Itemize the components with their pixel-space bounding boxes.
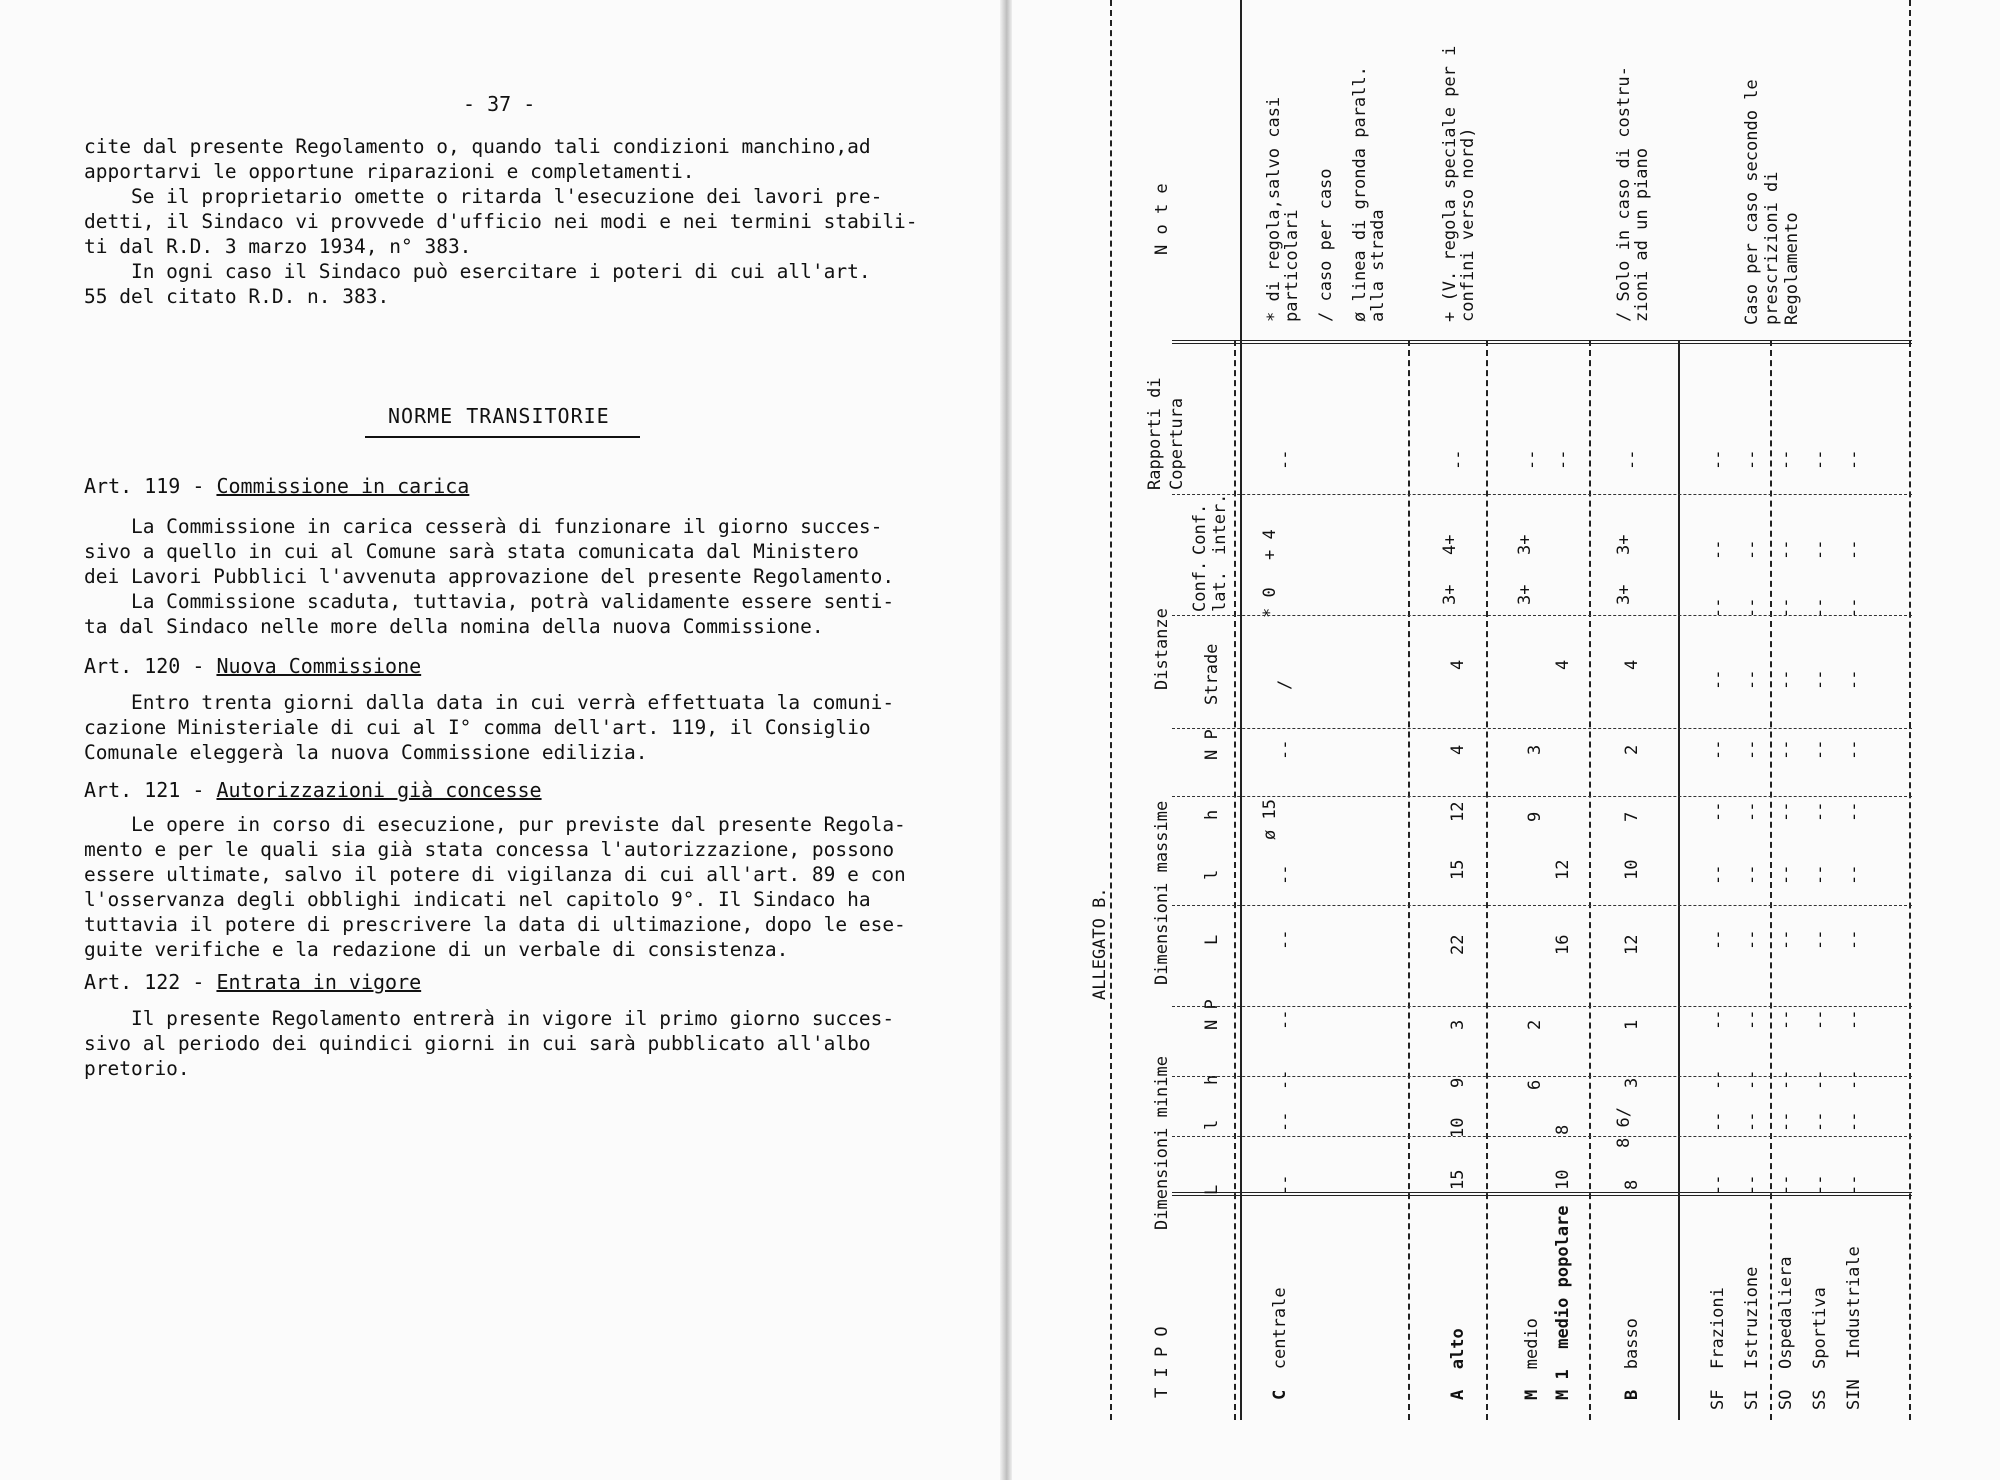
- row-tipo: SIN Industriale: [1844, 1246, 1864, 1410]
- cell: --: [1708, 669, 1728, 690]
- subheader-NP: N P: [1202, 999, 1222, 1030]
- article-body: La Commissione in carica cesserà di funzionare il giorno succes- sivo a quello in cui al Comune sarà stata comunicata dal Ministero dei Lavori Pubblici l'avvenuta approvazione del presente Regolamento. La Commissione scaduta, tuttavia, potrà validamente essere senti- ta dal Sindaco nelle more della nomina della nuova Commissione.: [84, 515, 895, 638]
- cell: --: [1810, 1111, 1830, 1132]
- cell: 3+: [1614, 534, 1634, 555]
- article-body: Il presente Regolamento entrerà in vigore il primo giorno succes- sivo al periodo dei quindici giorni in cui sarà pubblicato all'albo pretorio.: [84, 1007, 895, 1080]
- cell: --: [1810, 739, 1830, 760]
- article-body: Entro trenta giorni dalla data in cui verrà effettuata la comuni- cazione Ministeriale di cui al I° comma dell'art. 119, il Consiglio Comunale eleggerà la nuova Commissione edilizia.: [84, 691, 895, 764]
- cell: 3+: [1440, 584, 1460, 605]
- cell: --: [1742, 739, 1762, 760]
- article-heading: Art. 122 - Entrata in vigore: [84, 970, 422, 994]
- cell: --: [1844, 929, 1864, 950]
- cell: + 4: [1260, 529, 1280, 560]
- cell: 3+: [1515, 534, 1535, 555]
- cell: --: [1275, 864, 1295, 885]
- row-tipo: B basso: [1622, 1318, 1642, 1400]
- cell: --: [1844, 1069, 1864, 1090]
- cell: --: [1810, 1069, 1830, 1090]
- header-rapporti: Rapporti di: [1145, 377, 1165, 490]
- column-separator: [1408, 340, 1410, 1420]
- cell: 3: [1525, 744, 1545, 755]
- cell: 3: [1448, 1019, 1468, 1030]
- row-separator: [1172, 1006, 1912, 1007]
- cell: --: [1553, 449, 1573, 470]
- header-dim-minime: Dimensioni minime: [1152, 1056, 1172, 1230]
- cell: --: [1810, 669, 1830, 690]
- note-line: Caso per caso secondo le: [1742, 79, 1762, 325]
- header-dim-massime: Dimensioni massime: [1152, 800, 1172, 985]
- cell: --: [1810, 929, 1830, 950]
- cell: --: [1810, 801, 1830, 822]
- cell: --: [1742, 1069, 1762, 1090]
- note-line: alla strada: [1368, 209, 1388, 322]
- cell: --: [1708, 1009, 1728, 1030]
- note-line: prescrizioni di: [1762, 171, 1782, 325]
- subheader-conf-int: Conf.: [1190, 503, 1210, 555]
- cell: --: [1776, 597, 1796, 618]
- cell: 10: [1622, 859, 1642, 880]
- cell: --: [1844, 597, 1864, 618]
- cell: --: [1742, 929, 1762, 950]
- cell: --: [1844, 801, 1864, 822]
- header-tipo: T I P O: [1152, 1326, 1172, 1398]
- header-copertura: Copertura: [1167, 397, 1187, 490]
- cell: --: [1708, 449, 1728, 470]
- subheader-conf-lat: lat.: [1210, 571, 1230, 612]
- note-line: * di regola,salvo casi: [1264, 96, 1284, 322]
- note-line: ø linea di gronda parall.: [1350, 66, 1370, 322]
- cell: 15: [1448, 859, 1468, 880]
- cell: 22: [1448, 934, 1468, 955]
- cell: --: [1448, 449, 1468, 470]
- row-separator: [1172, 796, 1912, 797]
- cell: --: [1708, 801, 1728, 822]
- table-border-left: [1110, 0, 1112, 1420]
- subheader-h: h: [1202, 1074, 1222, 1085]
- cell: 8 6/: [1614, 1107, 1634, 1148]
- column-separator: [1486, 340, 1488, 1420]
- cell: 4: [1448, 744, 1468, 755]
- cell: --: [1742, 1009, 1762, 1030]
- cell: --: [1742, 1111, 1762, 1132]
- column-separator: [1234, 340, 1236, 1420]
- cell: /: [1275, 679, 1295, 690]
- row-tipo: SO Ospedaliera: [1776, 1256, 1796, 1410]
- cell: --: [1810, 1174, 1830, 1195]
- cell: --: [1844, 1174, 1864, 1195]
- row-separator: [1172, 615, 1912, 616]
- cell: 3+: [1614, 584, 1634, 605]
- cell: --: [1844, 739, 1864, 760]
- cell: --: [1742, 597, 1762, 618]
- article-heading: Art. 121 - Autorizzazioni già concesse: [84, 778, 542, 802]
- cell: --: [1844, 864, 1864, 885]
- column-separator: [1678, 340, 1680, 1420]
- cell: --: [1708, 1069, 1728, 1090]
- cell: 4: [1448, 659, 1468, 670]
- cell: 8: [1553, 1124, 1573, 1135]
- cell: --: [1776, 739, 1796, 760]
- note-line: zioni ad un piano: [1632, 148, 1652, 322]
- cell: --: [1275, 739, 1295, 760]
- cell: --: [1742, 539, 1762, 560]
- note-line: particolari: [1282, 209, 1302, 322]
- page-number: - 37 -: [463, 92, 536, 116]
- cell: --: [1844, 1111, 1864, 1132]
- cell: --: [1810, 539, 1830, 560]
- row-tipo: C centrale: [1270, 1287, 1290, 1400]
- cell: --: [1844, 539, 1864, 560]
- row-separator: [1172, 905, 1912, 906]
- cell: 2: [1525, 1019, 1545, 1030]
- cell: 7: [1622, 811, 1642, 822]
- cell: --: [1275, 1009, 1295, 1030]
- subheader-NP: N P: [1202, 729, 1222, 760]
- header-distanze: Distanze: [1152, 608, 1172, 690]
- section-heading: NORME TRANSITORIE: [388, 404, 610, 428]
- column-separator: [1240, 0, 1242, 1420]
- cell: 12: [1448, 801, 1468, 822]
- column-separator: [1589, 340, 1591, 1420]
- article-heading: Art. 119 - Commissione in carica: [84, 474, 470, 498]
- cell: 12: [1553, 859, 1573, 880]
- cell: --: [1708, 864, 1728, 885]
- subheader-h: h: [1202, 809, 1222, 820]
- cell: --: [1708, 1174, 1728, 1195]
- subheader-conf-lat: Conf.: [1190, 560, 1210, 612]
- cell: --: [1708, 739, 1728, 760]
- cell: --: [1708, 539, 1728, 560]
- annex-label: ALLEGATO B.: [1090, 887, 1110, 1000]
- cell: 10: [1553, 1169, 1573, 1190]
- cell: --: [1708, 597, 1728, 618]
- cell: --: [1810, 597, 1830, 618]
- row-separator: [1172, 340, 1912, 344]
- cell: --: [1844, 449, 1864, 470]
- cell: --: [1776, 449, 1796, 470]
- cell: --: [1522, 449, 1542, 470]
- cell: --: [1622, 449, 1642, 470]
- cell: 10: [1448, 1117, 1468, 1138]
- row-separator: [1172, 1136, 1912, 1137]
- cell: --: [1776, 1069, 1796, 1090]
- cell: * 0: [1260, 587, 1280, 618]
- cell: 3+: [1515, 584, 1535, 605]
- row-tipo: M 1 medio popolare: [1553, 1205, 1573, 1400]
- cell: --: [1776, 1111, 1796, 1132]
- article-heading: Art. 120 - Nuova Commissione: [84, 654, 422, 678]
- subheader-conf-int: inter.: [1210, 493, 1230, 555]
- cell: --: [1810, 864, 1830, 885]
- row-tipo: A alto: [1448, 1328, 1468, 1400]
- cell: --: [1776, 1174, 1796, 1195]
- row-tipo: SF Frazioni: [1708, 1287, 1728, 1410]
- cell: 9: [1525, 811, 1545, 822]
- subheader-L: L: [1202, 934, 1222, 945]
- cell: --: [1844, 1009, 1864, 1030]
- cell: --: [1742, 449, 1762, 470]
- cell: 9: [1448, 1077, 1468, 1088]
- cell: --: [1776, 1009, 1796, 1030]
- cell: --: [1844, 669, 1864, 690]
- cell: --: [1708, 929, 1728, 950]
- cell: --: [1275, 449, 1295, 470]
- cell: 4+: [1440, 534, 1460, 555]
- cell: --: [1708, 1111, 1728, 1132]
- heading-rule: [365, 436, 640, 438]
- cell: --: [1275, 1174, 1295, 1195]
- cell: --: [1742, 669, 1762, 690]
- cell: 8: [1622, 1179, 1642, 1190]
- book-spine: [1000, 0, 1012, 1480]
- cell: 15: [1448, 1169, 1468, 1190]
- table-border-right: [1909, 0, 1911, 1420]
- cell: --: [1275, 1111, 1295, 1132]
- subheader-L: L: [1202, 1184, 1222, 1195]
- cell: 2: [1622, 744, 1642, 755]
- row-tipo: SI Istruzione: [1742, 1266, 1762, 1410]
- cell: --: [1742, 1174, 1762, 1195]
- cell: --: [1776, 864, 1796, 885]
- cell: 3: [1622, 1077, 1642, 1088]
- row-separator: [1172, 728, 1912, 729]
- cell: --: [1810, 1009, 1830, 1030]
- row-separator: [1172, 494, 1912, 495]
- note-line: + (V. regola speciale per i: [1440, 45, 1460, 322]
- note-line: confini verso nord): [1458, 127, 1478, 322]
- intro-paragraph: cite dal presente Regolamento o, quando tali condizioni manchino,ad apportarvi le opportune riparazioni e completamenti. Se il proprietario omette o ritarda l'esecuzione dei lavori pre- detti, il Sindaco vi provvede d'ufficio nei modi e nei termini stabili- ti dal R.D. 3 marzo 1934, n° 383. In ogni caso il Sindaco può esercitare i poteri di cui all'art. 55 del citato R.D. n. 383.: [84, 135, 918, 308]
- column-separator: [1770, 340, 1772, 1420]
- article-body: Le opere in corso di esecuzione, pur previste dal presente Regola- mento e per le quali sia già stata concessa l'autorizzazione, possono essere ultimate, salvo il potere di vigilanza di cui all'art. 89 e con l'osservanza degli obblighi indicati nel capitolo 9°. Il Sindaco ha tuttavia il potere di prescrivere la data di ultimazione, dopo le ese- guite verifiche e la redazione di un verbale di consistenza.: [84, 813, 906, 961]
- cell: --: [1275, 1069, 1295, 1090]
- cell: --: [1742, 864, 1762, 885]
- cell: 4: [1622, 659, 1642, 670]
- cell: 4: [1553, 659, 1573, 670]
- cell: ø 15: [1260, 799, 1280, 840]
- subheader-l: l: [1202, 869, 1222, 880]
- cell: --: [1275, 929, 1295, 950]
- cell: 16: [1553, 934, 1573, 955]
- note-line: Regolamento: [1782, 212, 1802, 325]
- cell: --: [1742, 801, 1762, 822]
- subheader-strade: Strade: [1202, 643, 1222, 705]
- cell: --: [1810, 449, 1830, 470]
- cell: 6: [1525, 1079, 1545, 1090]
- subheader-l: l: [1202, 1119, 1222, 1130]
- cell: 1: [1622, 1019, 1642, 1030]
- header-note: N o t e: [1152, 183, 1172, 255]
- note-line: / caso per caso: [1316, 168, 1336, 322]
- row-tipo: M medio: [1522, 1318, 1542, 1400]
- cell: --: [1776, 929, 1796, 950]
- right-page: [1012, 0, 2000, 1480]
- cell: --: [1776, 669, 1796, 690]
- cell: 12: [1622, 934, 1642, 955]
- note-line: / Solo in caso di costru-: [1614, 66, 1634, 322]
- row-tipo: SS Sportiva: [1810, 1287, 1830, 1410]
- cell: --: [1776, 539, 1796, 560]
- cell: --: [1776, 801, 1796, 822]
